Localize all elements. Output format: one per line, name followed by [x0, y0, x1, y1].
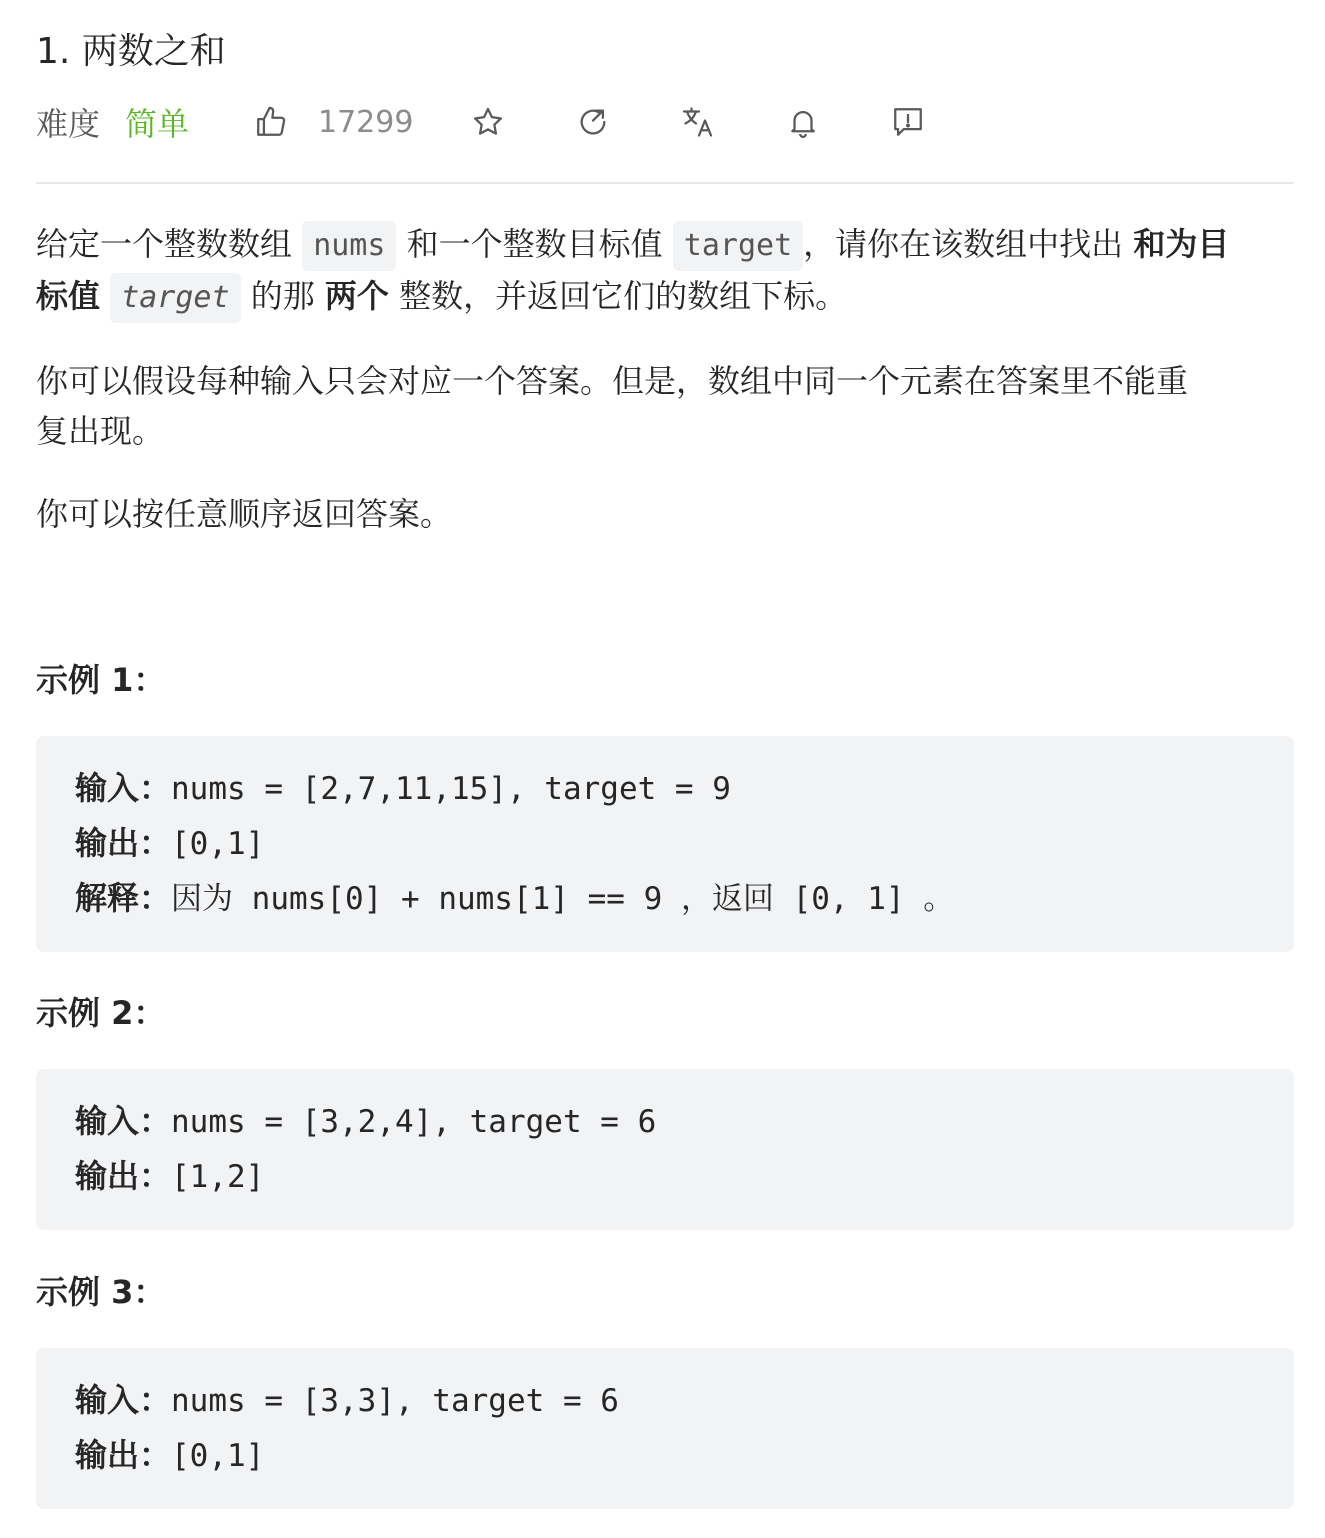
description-text: 给定一个整数数组: [36, 225, 303, 263]
description-text: ，请你在该数组中找出: [803, 225, 1134, 263]
bold-text: 两个: [324, 277, 389, 315]
feedback-icon: [891, 105, 925, 139]
translate-icon: [681, 104, 717, 140]
example-key: 解释：: [75, 879, 172, 917]
example-value: nums = [3,2,4], target = 6: [171, 1104, 657, 1140]
example-value: [0,1]: [171, 826, 265, 862]
example-value: 因为 nums[0] + nums[1] == 9 ，返回 [0, 1] 。: [171, 881, 955, 917]
example-key: 输出：: [75, 824, 172, 862]
description-text: 的那: [250, 277, 325, 315]
description-line: 复出现。: [36, 412, 165, 450]
bold-text: 标值: [36, 277, 101, 315]
like-count: 17299: [318, 104, 414, 140]
example-explanation: [75, 876, 954, 921]
star-icon: [471, 105, 505, 139]
like-button[interactable]: [254, 98, 288, 146]
description-text: 和一个整数目标值: [396, 225, 673, 263]
problem-toolbar: [36, 98, 1294, 146]
example-input: [75, 1378, 619, 1423]
example-title: 示例 3：: [36, 1273, 166, 1311]
subscribe-button[interactable]: [786, 98, 820, 146]
example-output: [75, 1433, 264, 1478]
example-key: 输入：: [75, 1381, 172, 1419]
translate-button[interactable]: [681, 98, 717, 146]
example-key: 输入：: [75, 1102, 172, 1140]
example-key: 输入：: [75, 769, 172, 807]
example-output: [75, 821, 264, 866]
example-key: 输出：: [75, 1157, 172, 1195]
description-text: 整数，并返回它们的数组下标。: [388, 277, 848, 315]
example-input: [75, 1099, 656, 1144]
example-title: 示例 1：: [36, 661, 166, 699]
example-block: [36, 1069, 1294, 1230]
description-line: [36, 218, 1229, 270]
example-key: 输出：: [75, 1436, 172, 1474]
inline-code: target: [110, 273, 240, 323]
inline-code: target: [673, 221, 803, 271]
difficulty-badge: 简单: [125, 105, 190, 143]
description-line: 你可以按任意顺序返回答案。: [36, 495, 453, 533]
example-block: [36, 1348, 1294, 1509]
example-output: [75, 1154, 264, 1199]
example-block: [36, 736, 1294, 952]
description-line: 你可以假设每种输入只会对应一个答案。但是，数组中同一个元素在答案里不能重: [36, 362, 1189, 400]
thumbs-up-icon: [254, 105, 288, 139]
share-button[interactable]: [576, 98, 610, 146]
inline-code: nums: [302, 221, 396, 271]
bell-icon: [786, 105, 820, 139]
example-value: [1,2]: [171, 1159, 265, 1195]
header-divider: [36, 182, 1294, 184]
example-title: 示例 2：: [36, 994, 166, 1032]
description-line: [36, 270, 847, 322]
example-input: [75, 766, 731, 811]
favorite-button[interactable]: [471, 98, 505, 146]
example-value: nums = [3,3], target = 6: [171, 1383, 619, 1419]
difficulty-label: 难度: [36, 105, 101, 143]
problem-title: 1. 两数之和: [36, 31, 226, 72]
example-value: nums = [2,7,11,15], target = 9: [171, 771, 731, 807]
share-icon: [576, 105, 610, 139]
bold-text: 和为目: [1133, 225, 1230, 263]
example-value: [0,1]: [171, 1438, 265, 1474]
feedback-button[interactable]: [891, 98, 925, 146]
